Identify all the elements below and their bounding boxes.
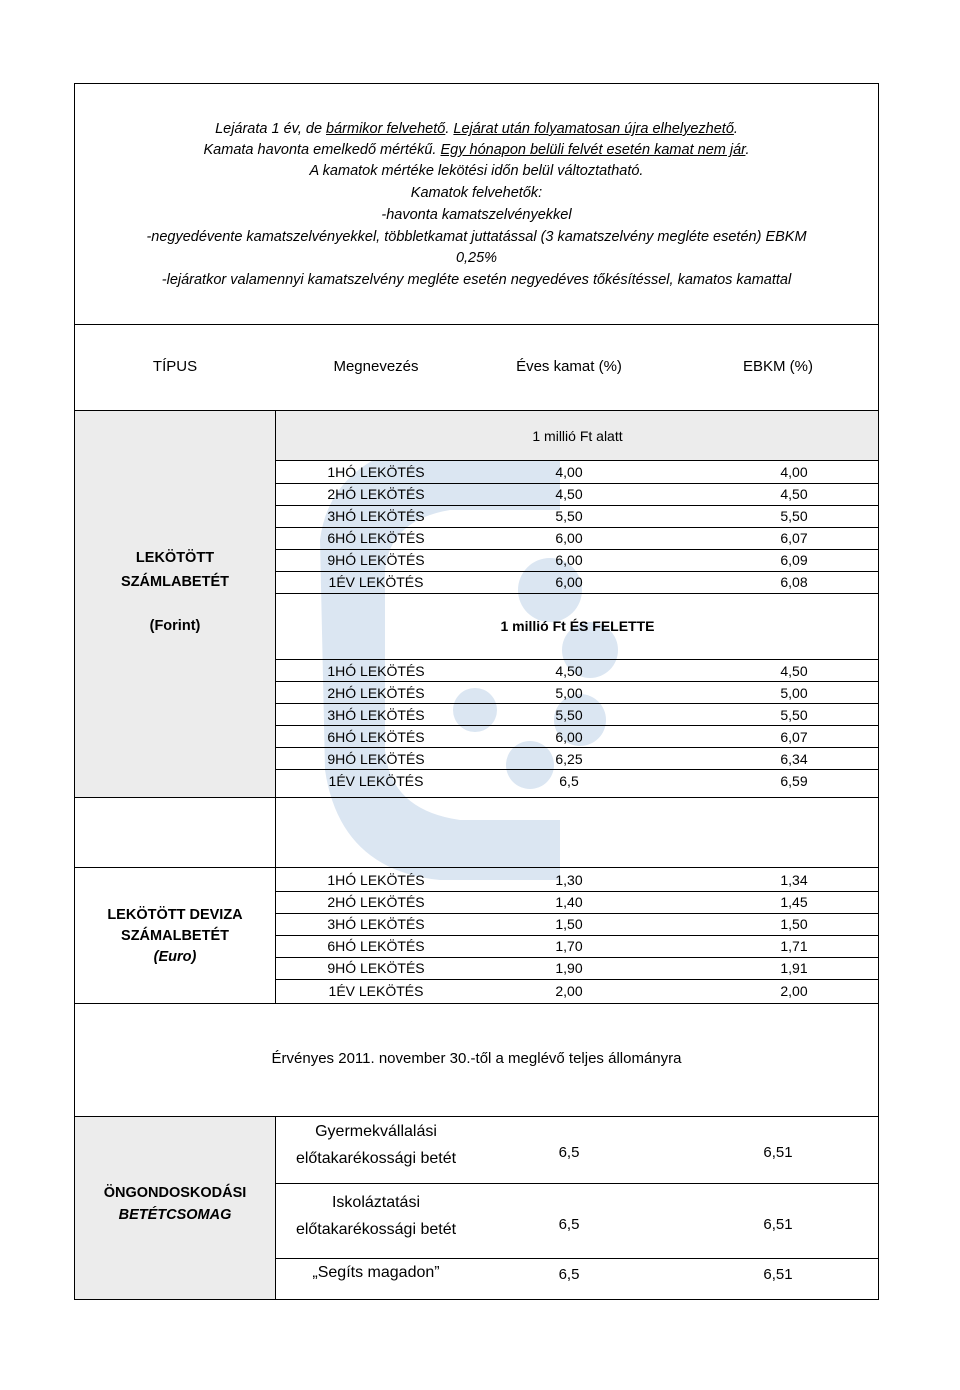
row-ebkm: 5,00 [780,685,808,701]
forint-category-line2: SZÁMLABETÉT [121,574,229,590]
savings-row-1-name [276,1118,476,1172]
header-type: TÍPUS [152,358,198,375]
savings-category-line1: ÖNGONDOSKODÁSI [103,1185,247,1201]
row-name: 1HÓ LEKÖTÉS [327,663,425,679]
forint-below-title: 1 millió Ft alatt [532,428,623,444]
table-row [276,505,879,527]
row-name: 1ÉV LEKÖTÉS [328,773,424,789]
intro-line-7: 0,25% [455,250,498,266]
row-line [276,1183,879,1184]
savings-row-1-name-line1: Gyermekvállalási [315,1123,437,1140]
savings-row-1-rate: 6,5 [558,1144,580,1161]
row-ebkm: 1,71 [780,938,808,954]
table-row [276,935,879,957]
table-row [276,913,879,935]
row-name: 1HÓ LEKÖTÉS [327,872,425,888]
row-rate: 4,50 [555,663,583,679]
row-name: 1ÉV LEKÖTÉS [328,983,424,999]
row-ebkm: 5,50 [780,707,808,723]
table-row [276,770,879,792]
euro-category-line3: (Euro) [153,949,197,965]
divider-forint [74,797,879,798]
row-name: 6HÓ LEKÖTÉS [327,729,425,745]
intro-line-1: Lejárata 1 év, de bármikor felvehető. Lejárat után folyamatosan újra elhelyezhető. [215,121,738,137]
table-row [276,980,879,1002]
savings-row-3-rate: 6,5 [558,1266,580,1283]
row-ebkm: 4,00 [780,464,808,480]
table-row [276,527,879,549]
savings-row-2-name-line1: Iskoláztatási [331,1194,421,1211]
row-name: 3HÓ LEKÖTÉS [327,916,425,932]
row-rate: 6,00 [555,729,583,745]
row-rate: 4,50 [555,486,583,502]
divider-gap [74,867,879,868]
savings-row-2-name-line2: előtakarékossági betét [295,1221,457,1238]
intro-line-2: Kamata havonta emelkedő mértékű. Egy hónapon belüli felvét esetén kamat nem jár. [203,142,750,158]
row-name: 1HÓ LEKÖTÉS [327,464,425,480]
header-name: Megnevezés [333,358,419,375]
euro-category-line1: LEKÖTÖTT DEVIZA [107,907,243,923]
row-ebkm: 4,50 [780,663,808,679]
row-rate: 6,00 [555,530,583,546]
table-row [276,660,879,682]
savings-row-2-rate: 6,5 [558,1216,580,1233]
row-ebkm: 4,50 [780,486,808,502]
row-rate: 1,70 [555,938,583,954]
table-row [276,726,879,748]
intro-line-3: A kamatok mértéke lekötési időn belül változtatható. [309,163,644,179]
row-name: 6HÓ LEKÖTÉS [327,938,425,954]
row-ebkm: 1,50 [780,916,808,932]
row-name: 3HÓ LEKÖTÉS [327,508,425,524]
row-rate: 1,30 [555,872,583,888]
divider-intro [74,324,879,325]
row-ebkm: 6,08 [780,574,808,590]
row-name: 2HÓ LEKÖTÉS [327,894,425,910]
row-name: 9HÓ LEKÖTÉS [327,552,425,568]
row-rate: 6,5 [559,773,579,789]
row-name: 3HÓ LEKÖTÉS [327,707,425,723]
row-rate: 1,90 [555,960,583,976]
row-rate: 4,00 [555,464,583,480]
validity-note: Érvényes 2011. november 30.-től a meglévő teljes állományra [271,1050,682,1067]
row-ebkm: 6,07 [780,729,808,745]
euro-category-line2: SZÁMALBETÉT [121,928,229,944]
forint-category-cell [75,411,275,797]
savings-row-2-ebkm: 6,51 [763,1216,793,1233]
intro-line-5: -havonta kamatszelvényekkel [381,207,572,223]
table-row [276,682,879,704]
row-rate: 2,00 [555,983,583,999]
row-ebkm: 1,34 [780,872,808,888]
intro-link-no-interest: Egy hónapon belüli felvét esetén kamat nem jár [440,142,746,158]
row-name: 6HÓ LEKÖTÉS [327,530,425,546]
table-row [276,957,879,979]
table-row [276,869,879,891]
intro-line-8: -lejáratkor valamennyi kamatszelvény megléte esetén negyedéves tőkésítéssel, kamatos kamattal [161,272,792,288]
table-row [276,483,879,505]
divider-euro [74,1003,879,1004]
row-rate: 1,40 [555,894,583,910]
header-ebkm: EBKM (%) [742,358,813,375]
row-ebkm: 1,45 [780,894,808,910]
row-line [276,593,879,594]
intro-line-4: Kamatok felvehetők: [410,185,543,201]
forint-category-line1: LEKÖTÖTT [135,550,215,566]
row-ebkm: 1,91 [780,960,808,976]
row-ebkm: 5,50 [780,508,808,524]
forint-category-line3: (Forint) [149,618,201,634]
row-name: 2HÓ LEKÖTÉS [327,685,425,701]
row-ebkm: 6,59 [780,773,808,789]
row-rate: 1,50 [555,916,583,932]
row-name: 9HÓ LEKÖTÉS [327,751,425,767]
savings-category-line2: BETÉTCSOMAG [118,1207,232,1223]
table-row [276,891,879,913]
row-rate: 5,00 [555,685,583,701]
row-rate: 6,00 [555,552,583,568]
row-rate: 6,25 [555,751,583,767]
intro-link-anytime: bármikor felvehető [326,121,446,137]
row-rate: 5,50 [555,508,583,524]
savings-row-3-ebkm: 6,51 [763,1266,793,1283]
row-name: 9HÓ LEKÖTÉS [327,960,425,976]
row-name: 1ÉV LEKÖTÉS [328,574,424,590]
savings-row-3-name: „Segíts magadon” [312,1264,440,1281]
row-line [276,1258,879,1259]
table-row [276,704,879,726]
forint-above-title: 1 millió Ft ÉS FELETTE [500,618,655,634]
table-row [276,571,879,593]
savings-row-2-name [276,1189,476,1243]
row-ebkm: 6,34 [780,751,808,767]
row-rate: 6,00 [555,574,583,590]
header-rate: Éves kamat (%) [516,358,622,375]
intro-line-6: -negyedévente kamatszelvényekkel, többletkamat juttatással (3 kamatszelvény megléte esetén) EBKM [146,229,807,245]
intro-link-replace: Lejárat után folyamatosan újra elhelyezhető [453,121,734,137]
table-row [276,748,879,770]
row-ebkm: 6,07 [780,530,808,546]
row-name: 2HÓ LEKÖTÉS [327,486,425,502]
savings-row-1-name-line2: előtakarékossági betét [295,1150,457,1167]
table-row [276,549,879,571]
savings-row-1-ebkm: 6,51 [763,1144,793,1161]
row-rate: 5,50 [555,707,583,723]
row-ebkm: 2,00 [780,983,808,999]
row-ebkm: 6,09 [780,552,808,568]
table-row [276,461,879,483]
